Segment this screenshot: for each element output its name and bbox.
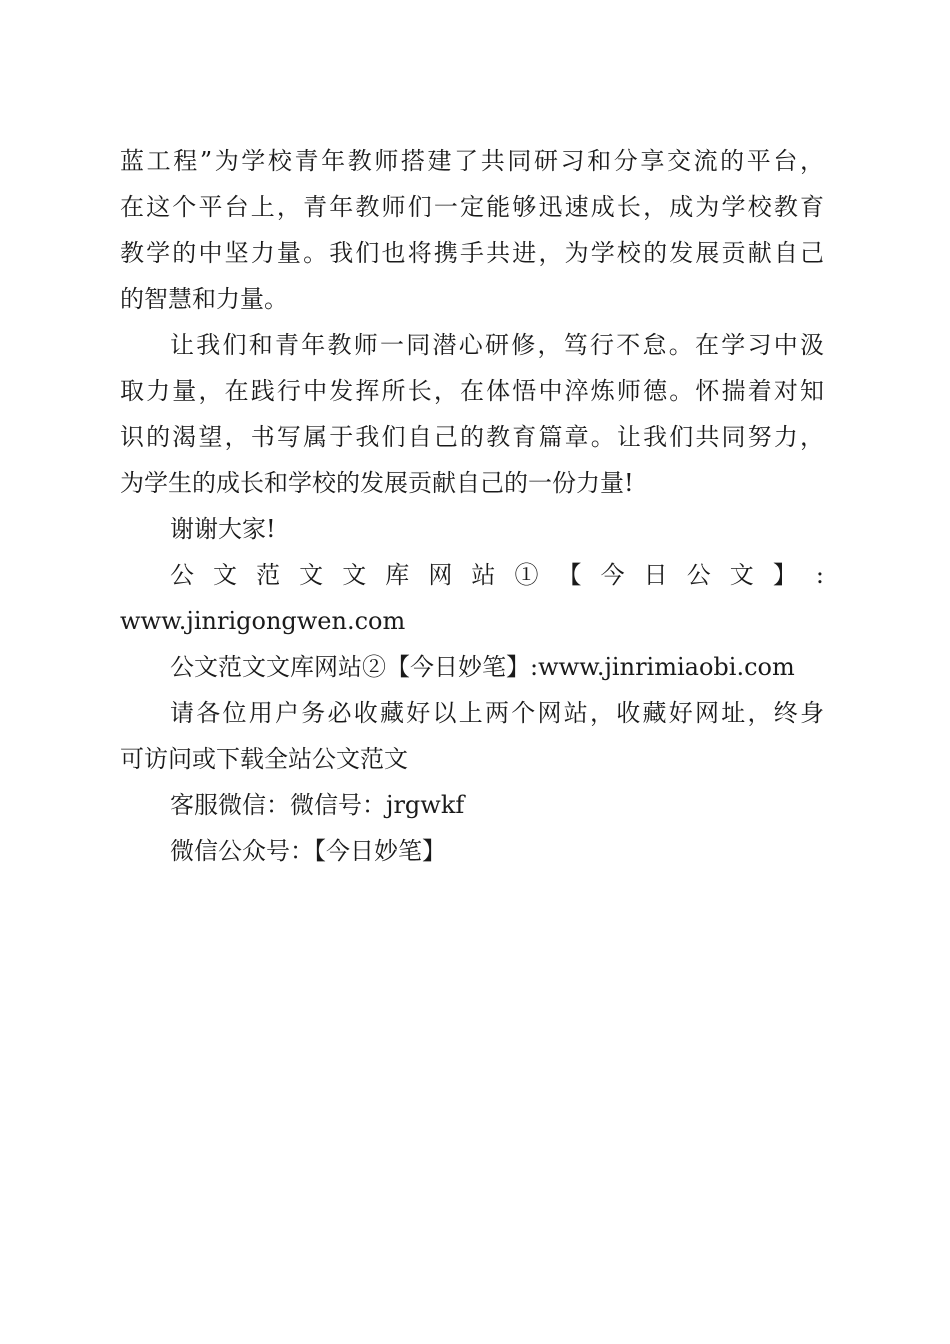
paragraph-line: 为学生的成长和学校的发展贡献自己的一份力量! (120, 469, 634, 497)
bookmark-notice-line: 可访问或下载全站公文范文 (120, 745, 408, 773)
website-one-url[interactable]: www.jinrigongwen.com (120, 607, 406, 635)
paragraph-line: 让我们和青年教师一同潜心研修，笃行不怠。在学习中汲 (170, 331, 824, 359)
document-body (120, 138, 824, 874)
website-one-label: 公文范文文库网站①【今日公文】: (170, 561, 824, 589)
paragraph-line: 在这个平台上，青年教师们一定能够迅速成长，成为学校教育 (120, 193, 824, 221)
paragraph-line: 识的渴望，书写属于我们自己的教育篇章。让我们共同努力， (120, 423, 824, 451)
website-two-line[interactable]: 公文范文文库网站②【今日妙笔】:www.jinrimiaobi.com (170, 653, 795, 681)
paragraph-line: 取力量，在践行中发挥所长，在体悟中淬炼师德。怀揣着对知 (120, 377, 824, 405)
bookmark-notice-line: 请各位用户务必收藏好以上两个网站，收藏好网址，终身 (170, 699, 824, 727)
paragraph-line: 的智慧和力量。 (120, 285, 288, 313)
wechat-official-account: 微信公众号：【今日妙笔】 (170, 837, 446, 865)
customer-service-wechat: 客服微信：微信号：jrgwkf (170, 791, 465, 819)
paragraph-line: 蓝工程”为学校青年教师搭建了共同研习和分享交流的平台， (120, 147, 824, 175)
closing-thanks: 谢谢大家! (170, 515, 276, 543)
paragraph-line: 教学的中坚力量。我们也将携手共进，为学校的发展贡献自己 (120, 239, 824, 267)
